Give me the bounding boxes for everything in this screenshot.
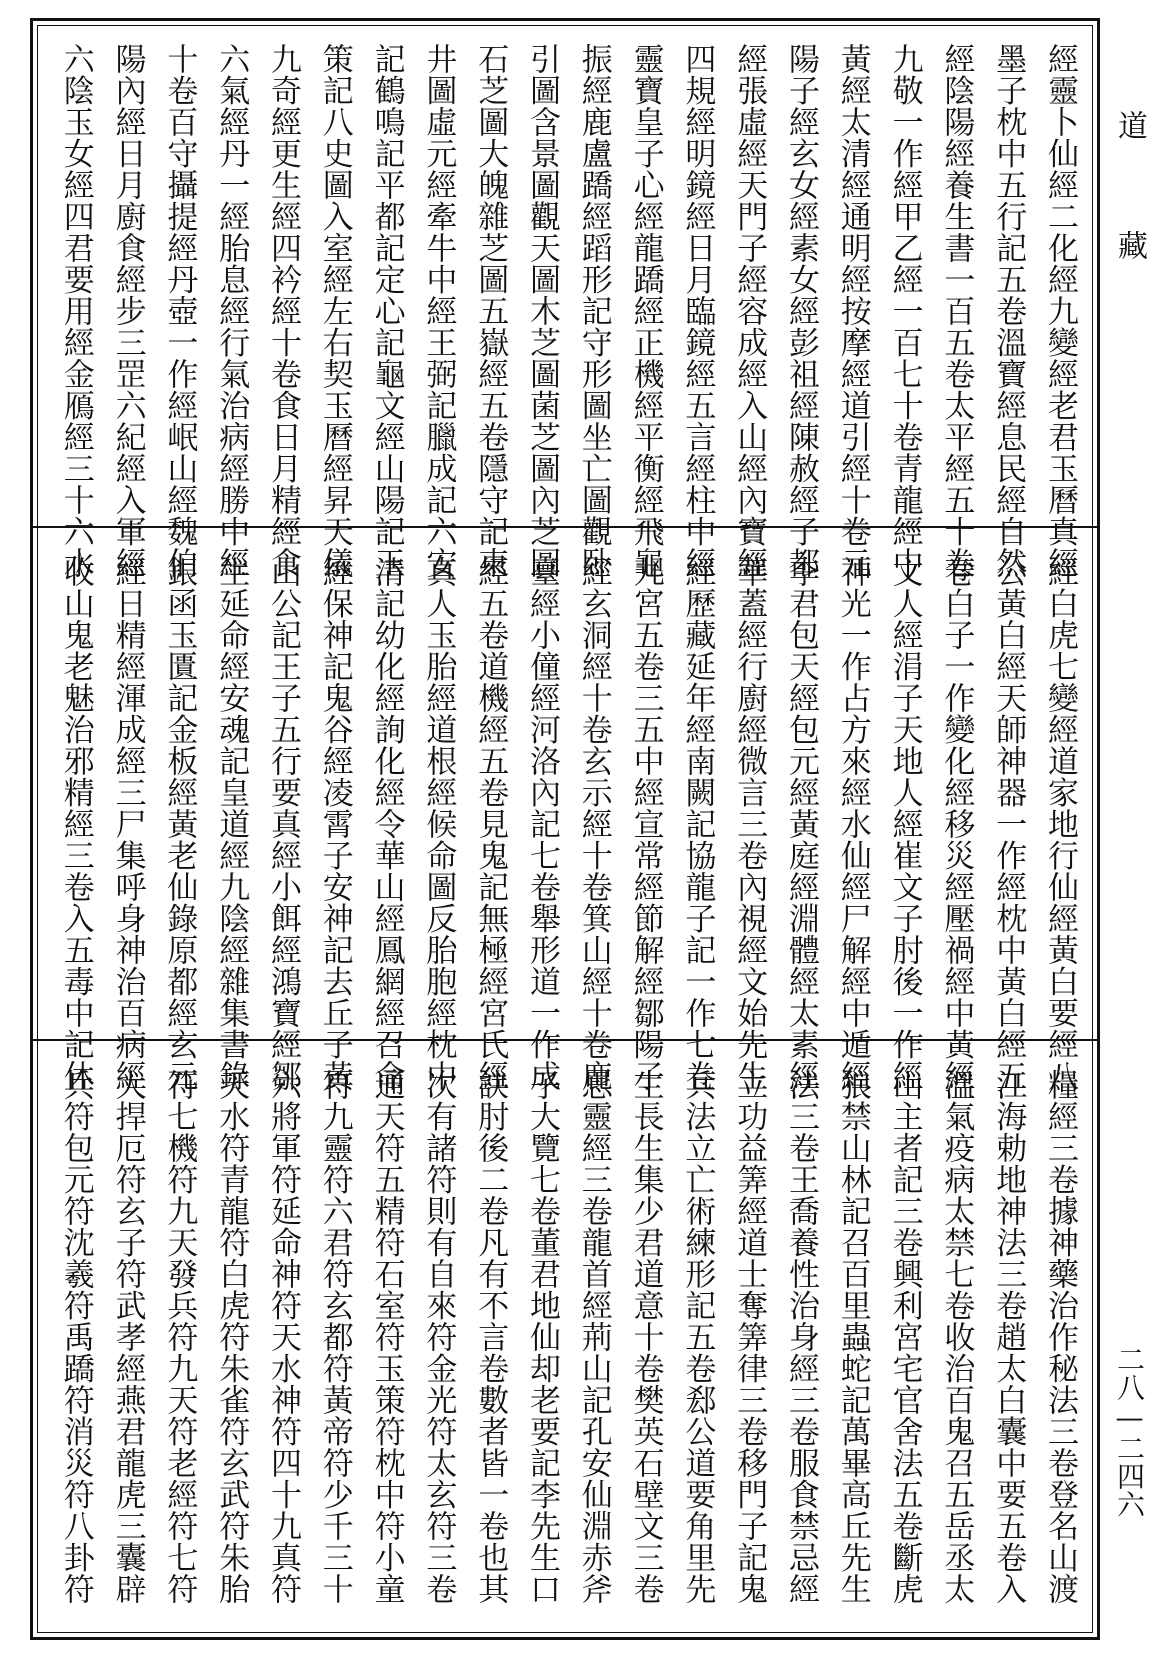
text-column: 四規經明鏡經日月臨鏡經五言經柱中經 <box>679 43 716 579</box>
text-column: 策記八史圖入室經左右契玉曆經昇天儀 <box>316 43 353 579</box>
text-column: 江海勅地神法三卷趙太白囊中要五卷入 <box>990 1069 1027 1605</box>
text-column: 法三卷王喬養性治身經三卷服食禁忌經 <box>783 1069 819 1605</box>
text-column: 經白虎七變經道家地行仙經黃白要經八 <box>1042 556 1078 1092</box>
text-column: 六氣經丹一經胎息經行氣治病經勝中經 <box>213 43 250 579</box>
text-column: 靈寶皇子心經龍蹻經正機經平衡經飛龜 <box>627 43 664 579</box>
collection-title: 道 藏 <box>1112 110 1147 290</box>
text-column: 生長生集少君道意十卷樊英石壁文三卷 <box>627 1069 664 1605</box>
text-column: 華蓋經行廚經微言三卷內視經文始先生 <box>731 556 768 1092</box>
text-column: 通天符五精符石室符玉策符枕中符小童 <box>368 1069 405 1605</box>
text-column: 神光一作占方來經水仙經尸解經中遁經 <box>834 556 871 1092</box>
text-column: 真人玉胎經道根經候命圖反胎胞經枕中 <box>420 556 457 1092</box>
text-column: 清記幼化經詢化經令華山經鳳網經召命 <box>368 556 405 1092</box>
text-column: 經張虛經天門子經容成經入山經內寶經 <box>731 43 768 579</box>
text-column: 經靈卜仙經二化經九變經老君玉曆真經 <box>1042 43 1078 579</box>
text-column: 經日精經渾成經三尸集呼身神治百病經 <box>109 556 146 1092</box>
text-column: 經五卷道機經五卷見鬼記無極經宮氏經 <box>472 556 509 1092</box>
text-column: 九宮五卷三五中經宣常經節解經鄒陽子 <box>627 556 664 1092</box>
text-column: 兵法立亡術練形記五卷郄公道要角里先 <box>679 1069 716 1605</box>
text-column: 糧經三卷據神藥治作秘法三卷登名山渡 <box>1042 1069 1078 1605</box>
text-column: 經玄洞經十卷玄示經十卷箕山經十卷鹿 <box>575 556 612 1092</box>
text-column: 臺經小僮經河洛內記七卷舉形道一作成 <box>524 556 560 1092</box>
text-column: 天水符青龍符白虎符朱雀符玄武符朱胎 <box>213 1069 250 1605</box>
text-column: 墨子枕中五行記五卷溫寶經息民經自然 <box>990 43 1027 579</box>
text-column: 陽內經日月廚食經步三罡六紀經入軍經 <box>109 43 146 579</box>
text-column: 銀函玉匱記金板經黃老仙錄原都經玄元 <box>161 556 198 1092</box>
text-column: 十卷百守攝提經丹壺一作經岷山經魏伯 <box>161 43 198 579</box>
text-column: 六陰玉女經四君要用經金鴈經三十六水 <box>57 43 94 579</box>
text-column: 次有諸符則有自來符金光符太玄符三卷 <box>420 1069 457 1605</box>
text-column: 兵符包元符沈羲符禹蹻符消災符八卦符 <box>57 1069 94 1605</box>
text-column: 公黃白經天師神器一作經枕中黃白經五 <box>990 556 1027 1092</box>
text-column: 生延命經安魂記皇道經九陰經雜集書錄 <box>213 556 250 1092</box>
text-column: 符九靈符六君符玄都符黃帝符少千三十 <box>316 1069 353 1605</box>
text-column: 訣肘後二卷凡有不言卷數者皆一卷也其 <box>472 1069 509 1605</box>
text-column: 收山鬼老魅治邪精經三卷入五毒中記休 <box>57 556 94 1092</box>
text-column: 振經鹿盧蹻經蹈形記守形圖坐亡圖觀卧 <box>575 43 612 579</box>
text-column: 九敬一作經甲乙經一百七十卷青龍經中 <box>886 43 923 579</box>
text-column: 六將軍符延命神符天水神符四十九真符 <box>265 1069 301 1605</box>
text-column: 石芝圖大魄雜芝圖五嶽經五卷隱守記東 <box>472 43 509 579</box>
text-column: 山主者記三卷興利宮宅官舍法五卷斷虎 <box>886 1069 923 1605</box>
text-column: 文人經涓子天地人經崔文子肘後一作經 <box>886 556 923 1092</box>
text-column: 經歷藏延年經南闕記協龍子記一作七卷 <box>679 556 716 1092</box>
text-column: 經保神記鬼谷經凌霄子安神記去丘子黃 <box>316 556 353 1092</box>
text-column: 大捍厄符玄子符武孝經燕君龍虎三囊辟 <box>109 1069 146 1605</box>
page-frame <box>30 18 1100 1640</box>
text-column: 記鶴鳴記平都記定心記龜文經山陽記玉 <box>368 43 405 579</box>
page-number: 二八—二四六 <box>1113 1345 1146 1518</box>
text-column: 符七機符九天發兵符九天符老經符七符 <box>161 1069 198 1605</box>
text-column: 引圖含景圖觀天圖木芝圖菌芝圖內芝圖 <box>524 43 560 579</box>
text-column: 黃經太清經通明經按摩經道引經十卷元 <box>834 43 871 579</box>
text-panel-top <box>43 43 1087 579</box>
text-column: 狼禁山林記召百里蟲蛇記萬畢高丘先生 <box>834 1069 871 1605</box>
text-column: 立功益筭經道士奪筭律三卷移門子記鬼 <box>731 1069 768 1605</box>
text-column: 思靈經三卷龍首經荊山記孔安仙淵赤斧 <box>575 1069 612 1605</box>
text-column: 溫氣疫病太禁七卷收治百鬼召五岳丞太 <box>938 1069 975 1605</box>
text-column: 陽子經玄女經素女經彭祖經陳赦經子都 <box>783 43 819 579</box>
text-column: 九奇經更生經四衿經十卷食日月精經食 <box>265 43 301 579</box>
text-panel-bottom <box>43 1069 1087 1629</box>
text-panel-middle <box>43 556 1087 1092</box>
text-column: 經陰陽經養生書一百五卷太平經五十卷 <box>938 43 975 579</box>
text-column: 井圖虛元經牽牛中經王弼記臘成記六安 <box>420 43 457 579</box>
text-column: 子大覽七卷董君地仙却老要記李先生口 <box>524 1069 560 1605</box>
text-column: 李君包天經包元經黃庭經淵體經太素經 <box>783 556 819 1092</box>
text-column: 山公記王子五行要真經小餌經鴻寶經鄒 <box>265 556 301 1092</box>
text-column: 卷白子一作變化經移災經壓禍經中黃經 <box>938 556 975 1092</box>
